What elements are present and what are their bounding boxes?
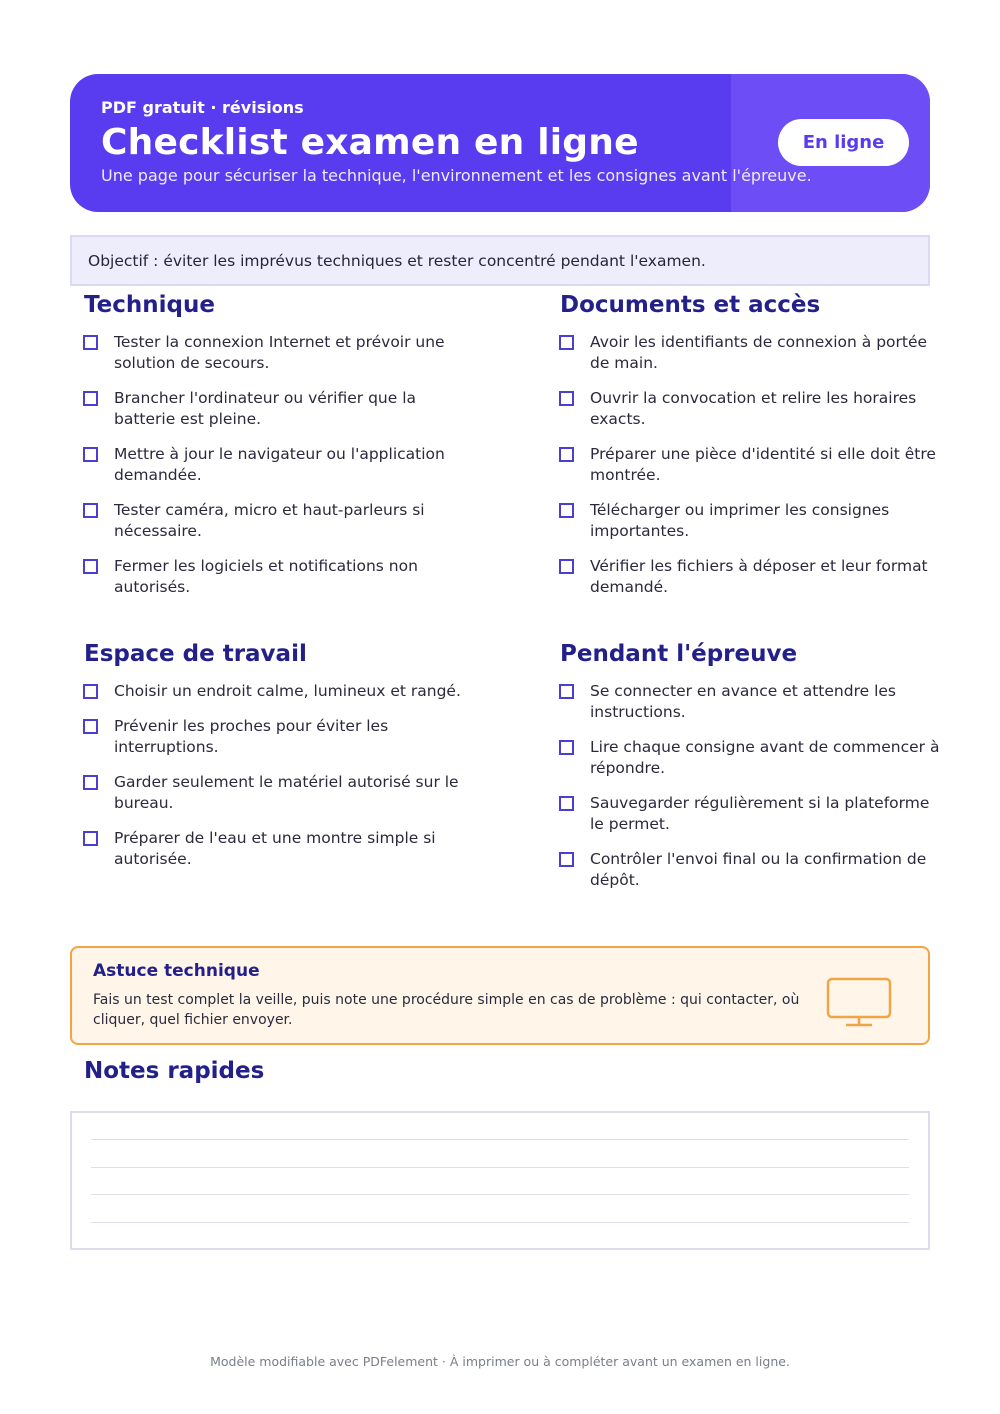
checklist-item-label: Contrôler l'envoi final ou la confirmation de dépôt.: [590, 850, 927, 889]
checklist-item: [70, 716, 470, 758]
checkbox[interactable]: [83, 503, 98, 518]
checkbox[interactable]: [559, 335, 574, 350]
section-workspace: [70, 641, 470, 884]
checklist-item-label: Lire chaque consigne avant de commencer à répondre.: [590, 738, 940, 777]
checkbox[interactable]: [559, 684, 574, 699]
checklist-item-label: Prévenir les proches pour éviter les interruptions.: [114, 717, 389, 756]
checklist-item: [70, 681, 470, 702]
tip-title: Astuce technique: [93, 961, 260, 981]
objective-banner: Objectif : éviter les imprévus techniques et rester concentré pendant l'examen.: [70, 235, 930, 286]
header-kicker: PDF gratuit · révisions: [101, 98, 304, 117]
checklist-item-label: Tester la connexion Internet et prévoir une solution de secours.: [114, 333, 445, 372]
checkbox[interactable]: [83, 335, 98, 350]
tip-box: [70, 946, 930, 1045]
checklist-item: [546, 388, 946, 430]
checklist-item-label: Ouvrir la convocation et relire les horaires exacts.: [590, 389, 917, 428]
checkbox[interactable]: [83, 831, 98, 846]
section-title: Technique: [84, 292, 215, 318]
footer-text: Modèle modifiable avec PDFelement · À imprimer ou à compléter avant un examen en ligne.: [210, 1354, 790, 1369]
checklist-item-label: Choisir un endroit calme, lumineux et rangé.: [114, 682, 461, 700]
checklist-item-label: Mettre à jour le navigateur ou l'application demandée.: [114, 445, 445, 484]
checklist-item-label: Garder seulement le matériel autorisé sur le bureau.: [114, 773, 459, 812]
checklist-item-label: Télécharger ou imprimer les consignes importantes.: [590, 501, 890, 540]
checklist-item-label: Préparer de l'eau et une montre simple si autorisée.: [114, 829, 436, 868]
checkbox[interactable]: [559, 447, 574, 462]
checklist-item-label: Préparer une pièce d'identité si elle doit être montrée.: [590, 445, 936, 484]
checklist-item: [70, 388, 470, 430]
checklist: [546, 681, 946, 891]
checklist-item: [546, 556, 946, 598]
checklist-item: [70, 772, 470, 814]
section-documents: [546, 292, 946, 612]
checkbox[interactable]: [559, 796, 574, 811]
page-subtitle: Une page pour sécuriser la technique, l'environnement et les consignes avant l'épreuve.: [101, 166, 812, 185]
checklist-item-label: Fermer les logiciels et notifications non autorisés.: [114, 557, 418, 596]
monitor-icon: [826, 977, 892, 1029]
notes-title: Notes rapides: [84, 1058, 265, 1084]
checklist-item: [70, 500, 470, 542]
checklist: [70, 332, 470, 598]
note-line: [91, 1194, 909, 1195]
checkbox[interactable]: [559, 740, 574, 755]
checklist: [70, 681, 470, 870]
checklist-item: [546, 444, 946, 486]
section-title: Documents et accès: [560, 292, 821, 318]
checklist-item: [70, 556, 470, 598]
checklist-item: [70, 444, 470, 486]
checkbox[interactable]: [83, 391, 98, 406]
checkbox[interactable]: [559, 503, 574, 518]
tip-body: Fais un test complet la veille, puis note une procédure simple en cas de problème : qui contacter, où cliquer, quel fichier envoyer.: [93, 992, 800, 1028]
checklist-item-label: Avoir les identifiants de connexion à portée de main.: [590, 333, 928, 372]
checklist-item: [546, 793, 946, 835]
status-badge: En ligne: [778, 119, 909, 166]
checklist: [546, 332, 946, 598]
page-title: Checklist examen en ligne: [101, 122, 639, 163]
checklist-item-label: Vérifier les fichiers à déposer et leur format demandé.: [590, 557, 928, 596]
checklist-item-label: Tester caméra, micro et haut-parleurs si nécessaire.: [114, 501, 425, 540]
note-line: [91, 1139, 909, 1140]
section-title: Espace de travail: [84, 641, 307, 667]
note-line: [91, 1222, 909, 1223]
checkbox[interactable]: [559, 391, 574, 406]
header-banner: [70, 74, 930, 212]
section-technique: [70, 292, 470, 612]
checklist-item-label: Sauvegarder régulièrement si la plateforme le permet.: [590, 794, 930, 833]
checklist-item: [70, 828, 470, 870]
checklist-item: [70, 332, 470, 374]
section-exam: [546, 641, 946, 905]
checklist-item: [546, 681, 946, 723]
checkbox[interactable]: [83, 719, 98, 734]
checkbox[interactable]: [559, 559, 574, 574]
checklist-item: [546, 332, 946, 374]
checkbox[interactable]: [83, 559, 98, 574]
checkbox[interactable]: [83, 775, 98, 790]
checklist-item: [546, 737, 946, 779]
checklist-item-label: Se connecter en avance et attendre les instructions.: [590, 682, 896, 721]
checklist-item-label: Brancher l'ordinateur ou vérifier que la batterie est pleine.: [114, 389, 417, 428]
checklist-item: [546, 500, 946, 542]
checkbox[interactable]: [559, 852, 574, 867]
checklist-item: [546, 849, 946, 891]
note-line: [91, 1167, 909, 1168]
section-title: Pendant l'épreuve: [560, 641, 798, 667]
notes-area[interactable]: [70, 1111, 930, 1250]
checkbox[interactable]: [83, 684, 98, 699]
checkbox[interactable]: [83, 447, 98, 462]
